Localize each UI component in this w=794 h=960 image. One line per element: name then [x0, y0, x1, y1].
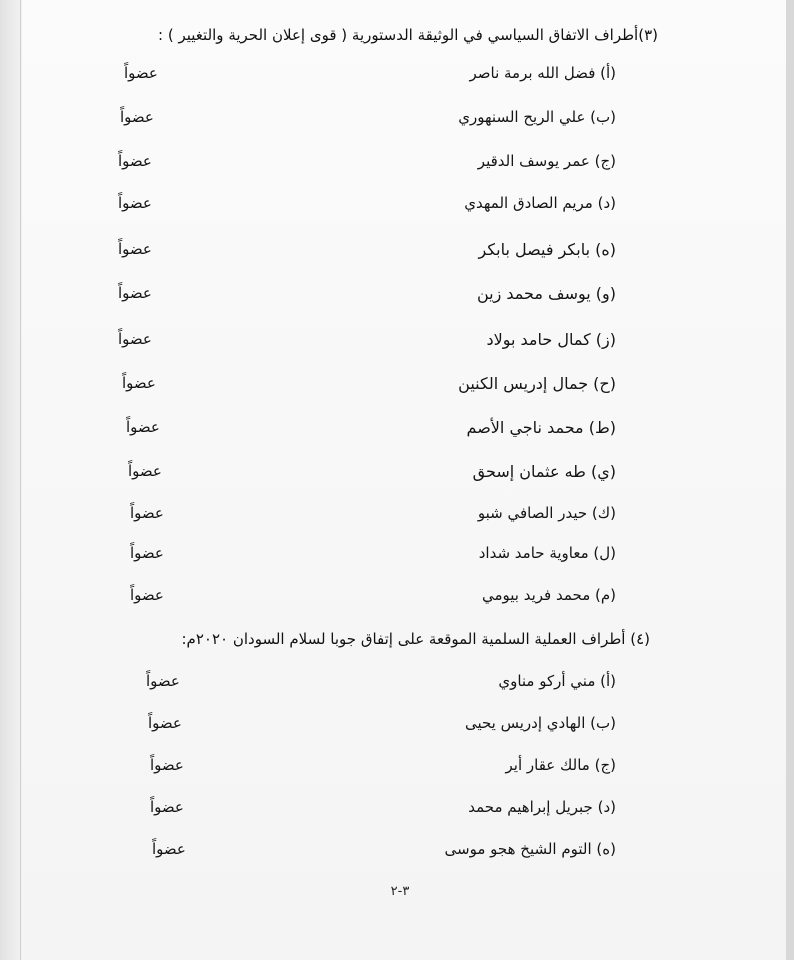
- member-name: (ج) عمر يوسف الدقير: [477, 152, 616, 170]
- member-name: (م) محمد فريد بيومي: [481, 586, 616, 604]
- member-name: (ب) علي الريح السنهوري: [458, 108, 616, 126]
- member-role: عضواً: [118, 152, 152, 170]
- member-role: عضواً: [130, 586, 164, 604]
- member-row: [0, 64, 794, 94]
- member-row: [0, 840, 794, 870]
- member-name: (ح) جمال إدريس الكنين: [458, 374, 616, 393]
- member-role: عضواً: [150, 756, 184, 774]
- member-role: عضواً: [148, 714, 182, 732]
- member-role: عضواً: [120, 108, 154, 126]
- member-row: [0, 330, 794, 360]
- member-name: (ز) كمال حامد بولاد: [486, 330, 616, 349]
- member-name: (ط) محمد ناجي الأصم: [466, 418, 616, 437]
- member-role: عضواً: [146, 672, 180, 690]
- member-row: [0, 108, 794, 138]
- section-3-title: (٣)أطراف الاتفاق السياسي في الوثيقة الدستورية ( قوى إعلان الحرية والتغيير ) :: [158, 26, 658, 44]
- member-row: [0, 462, 794, 492]
- member-role: عضواً: [118, 330, 152, 348]
- member-role: عضواً: [130, 504, 164, 522]
- member-role: عضواً: [150, 798, 184, 816]
- member-role: عضواً: [152, 840, 186, 858]
- member-role: عضواً: [118, 194, 152, 212]
- member-name: (و) يوسف محمد زين: [476, 284, 616, 303]
- member-role: عضواً: [124, 64, 158, 82]
- member-name: (ج) مالك عقار أير: [505, 756, 616, 774]
- member-row: [0, 194, 794, 224]
- member-row: [0, 374, 794, 404]
- member-name: (ي) طه عثمان إسحق: [472, 462, 616, 481]
- member-role: عضواً: [128, 462, 162, 480]
- member-row: [0, 418, 794, 448]
- member-name: (ل) معاوية حامد شداد: [478, 544, 616, 562]
- member-name: (ه) التوم الشيخ هجو موسى: [444, 840, 616, 858]
- member-row: [0, 672, 794, 702]
- member-row: [0, 544, 794, 574]
- member-row: [0, 586, 794, 616]
- member-role: عضواً: [122, 374, 156, 392]
- member-row: [0, 756, 794, 786]
- member-role: عضواً: [126, 418, 160, 436]
- member-name: (د) جبريل إبراهيم محمد: [468, 798, 616, 816]
- member-row: [0, 240, 794, 270]
- member-name: (ب) الهادي إدريس يحيى: [464, 714, 616, 732]
- member-row: [0, 714, 794, 744]
- member-row: [0, 152, 794, 182]
- member-row: [0, 504, 794, 534]
- page-number: ٣-٢: [390, 884, 410, 899]
- section-4-title: (٤) أطراف العملية السلمية الموقعة على إتفاق جوبا لسلام السودان ٢٠٢٠م:: [181, 630, 650, 648]
- member-role: عضواً: [118, 240, 152, 258]
- member-row: [0, 284, 794, 314]
- member-name: (أ) مني أركو مناوي: [498, 672, 616, 690]
- member-role: عضواً: [118, 284, 152, 302]
- member-role: عضواً: [130, 544, 164, 562]
- member-name: (ك) حيدر الصافي شبو: [477, 504, 616, 522]
- member-name: (ه) بابكر فيصل بابكر: [478, 240, 616, 259]
- member-row: [0, 798, 794, 828]
- member-name: (أ) فضل الله برمة ناصر: [469, 64, 616, 82]
- member-name: (د) مريم الصادق المهدي: [464, 194, 616, 212]
